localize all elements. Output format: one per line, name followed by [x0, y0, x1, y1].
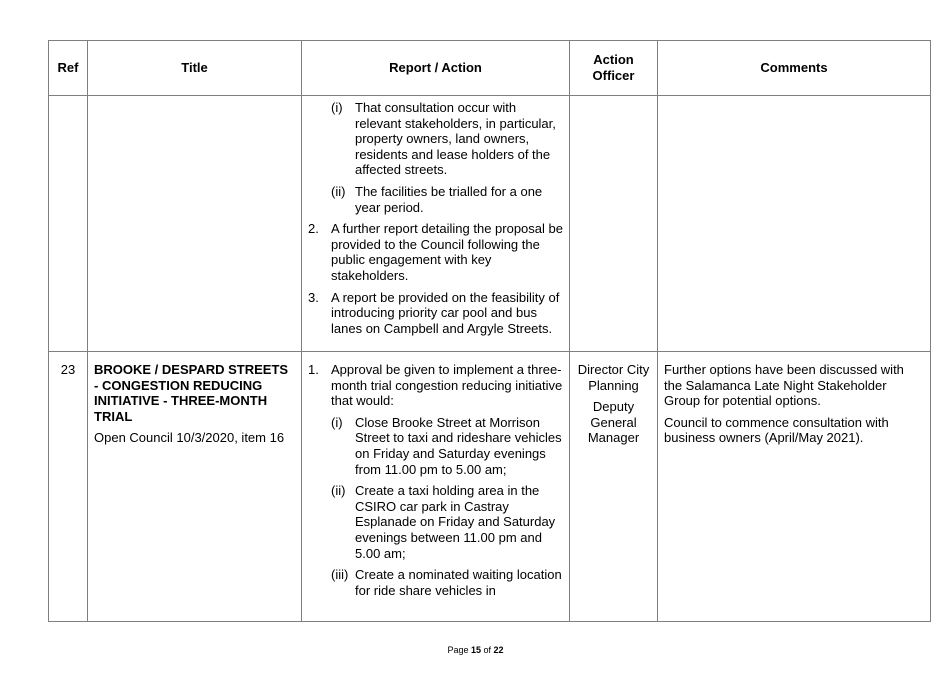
cell-comments-empty	[658, 96, 931, 352]
page-of-label: of	[483, 645, 492, 655]
subitem-label: (iii)	[331, 567, 349, 583]
cell-title	[88, 352, 302, 622]
header-comments: Comments	[658, 41, 931, 96]
header-action-officer	[570, 41, 658, 96]
ref-number: 23	[60, 362, 76, 377]
header-row	[49, 41, 931, 96]
item-title-source: Open Council 10/3/2020, item 16	[94, 430, 285, 446]
item-number: 2.	[308, 221, 319, 237]
item-title: BROOKE / DESPARD STREETS - CONGESTION REDUCING INITIATIVE - THREE-MONTH TRIAL	[94, 362, 289, 424]
subitem	[331, 483, 563, 561]
header-report-action: Report / Action	[302, 41, 570, 96]
cell-report-action	[302, 96, 570, 352]
page-number: 15	[470, 645, 481, 655]
list-item	[308, 362, 563, 409]
subitem-label: (ii)	[331, 483, 346, 499]
item-text: A further report detailing the proposal be provided to the Council following the public engagement with key stakeholders.	[331, 221, 563, 283]
item-number: 3.	[308, 289, 319, 305]
officer-director: Director City Planning	[577, 362, 650, 393]
subitem-label: (ii)	[331, 183, 346, 199]
subitem-text: Create a taxi holding area in the CSIRO car park in Castray Esplanade on Friday and Saturday evenings between 11.00 pm and 5.00 am;	[355, 483, 556, 561]
table-row-continued	[49, 96, 931, 352]
subitem-text: Create a nominated waiting location for ride share vehicles in	[355, 567, 562, 598]
subitem-text: That consultation occur with relevant stakeholders, in particular, property owners, land owners, residents and lease holders of the affected streets.	[355, 100, 556, 178]
list-item	[308, 221, 563, 283]
item-number: 1.	[308, 362, 319, 377]
page-label: Page	[447, 645, 469, 655]
header-title: Title	[88, 41, 302, 96]
cell-report-action	[302, 352, 570, 622]
cell-officer-empty	[570, 96, 658, 352]
page-total: 22	[493, 645, 504, 655]
header-action-officer-line1: Action	[593, 52, 634, 67]
comment-2: Council to commence consultation with business owners (April/May 2021).	[664, 414, 889, 446]
cell-ref	[49, 352, 88, 622]
officer-deputy: Deputy General Manager	[587, 399, 640, 446]
subitem	[331, 567, 563, 598]
subitem-text: Close Brooke Street at Morrison Street to taxi and rideshare vehicles on Friday and Saturday evenings from 11.00 pm to 5.00 am;	[355, 414, 562, 477]
action-table	[48, 40, 931, 622]
item-text: A report be provided on the feasibility of introducing priority car pool and bus lanes on Campbell and Argyle Streets.	[331, 289, 560, 336]
header-ref: Ref	[49, 41, 88, 96]
page-footer	[0, 645, 951, 655]
cell-officer	[570, 352, 658, 622]
subitem-text: The facilities be trialled for a one year period.	[355, 183, 543, 215]
cell-title-empty	[88, 96, 302, 352]
comment-1: Further options have been discussed with the Salamanca Late Night Stakeholder Group for potential options.	[664, 362, 904, 409]
cell-ref-empty	[49, 96, 88, 352]
subitem	[331, 184, 563, 215]
cell-comments	[658, 352, 931, 622]
item-text: Approval be given to implement a three-month trial congestion reducing initiative that would:	[331, 362, 563, 409]
table-row-23	[49, 352, 931, 622]
subitem	[331, 415, 563, 477]
subitem	[331, 100, 563, 178]
subitem-label: (i)	[331, 414, 343, 430]
list-item	[308, 290, 563, 337]
header-action-officer-line2: Officer	[592, 68, 635, 83]
subitem-label: (i)	[331, 100, 343, 115]
